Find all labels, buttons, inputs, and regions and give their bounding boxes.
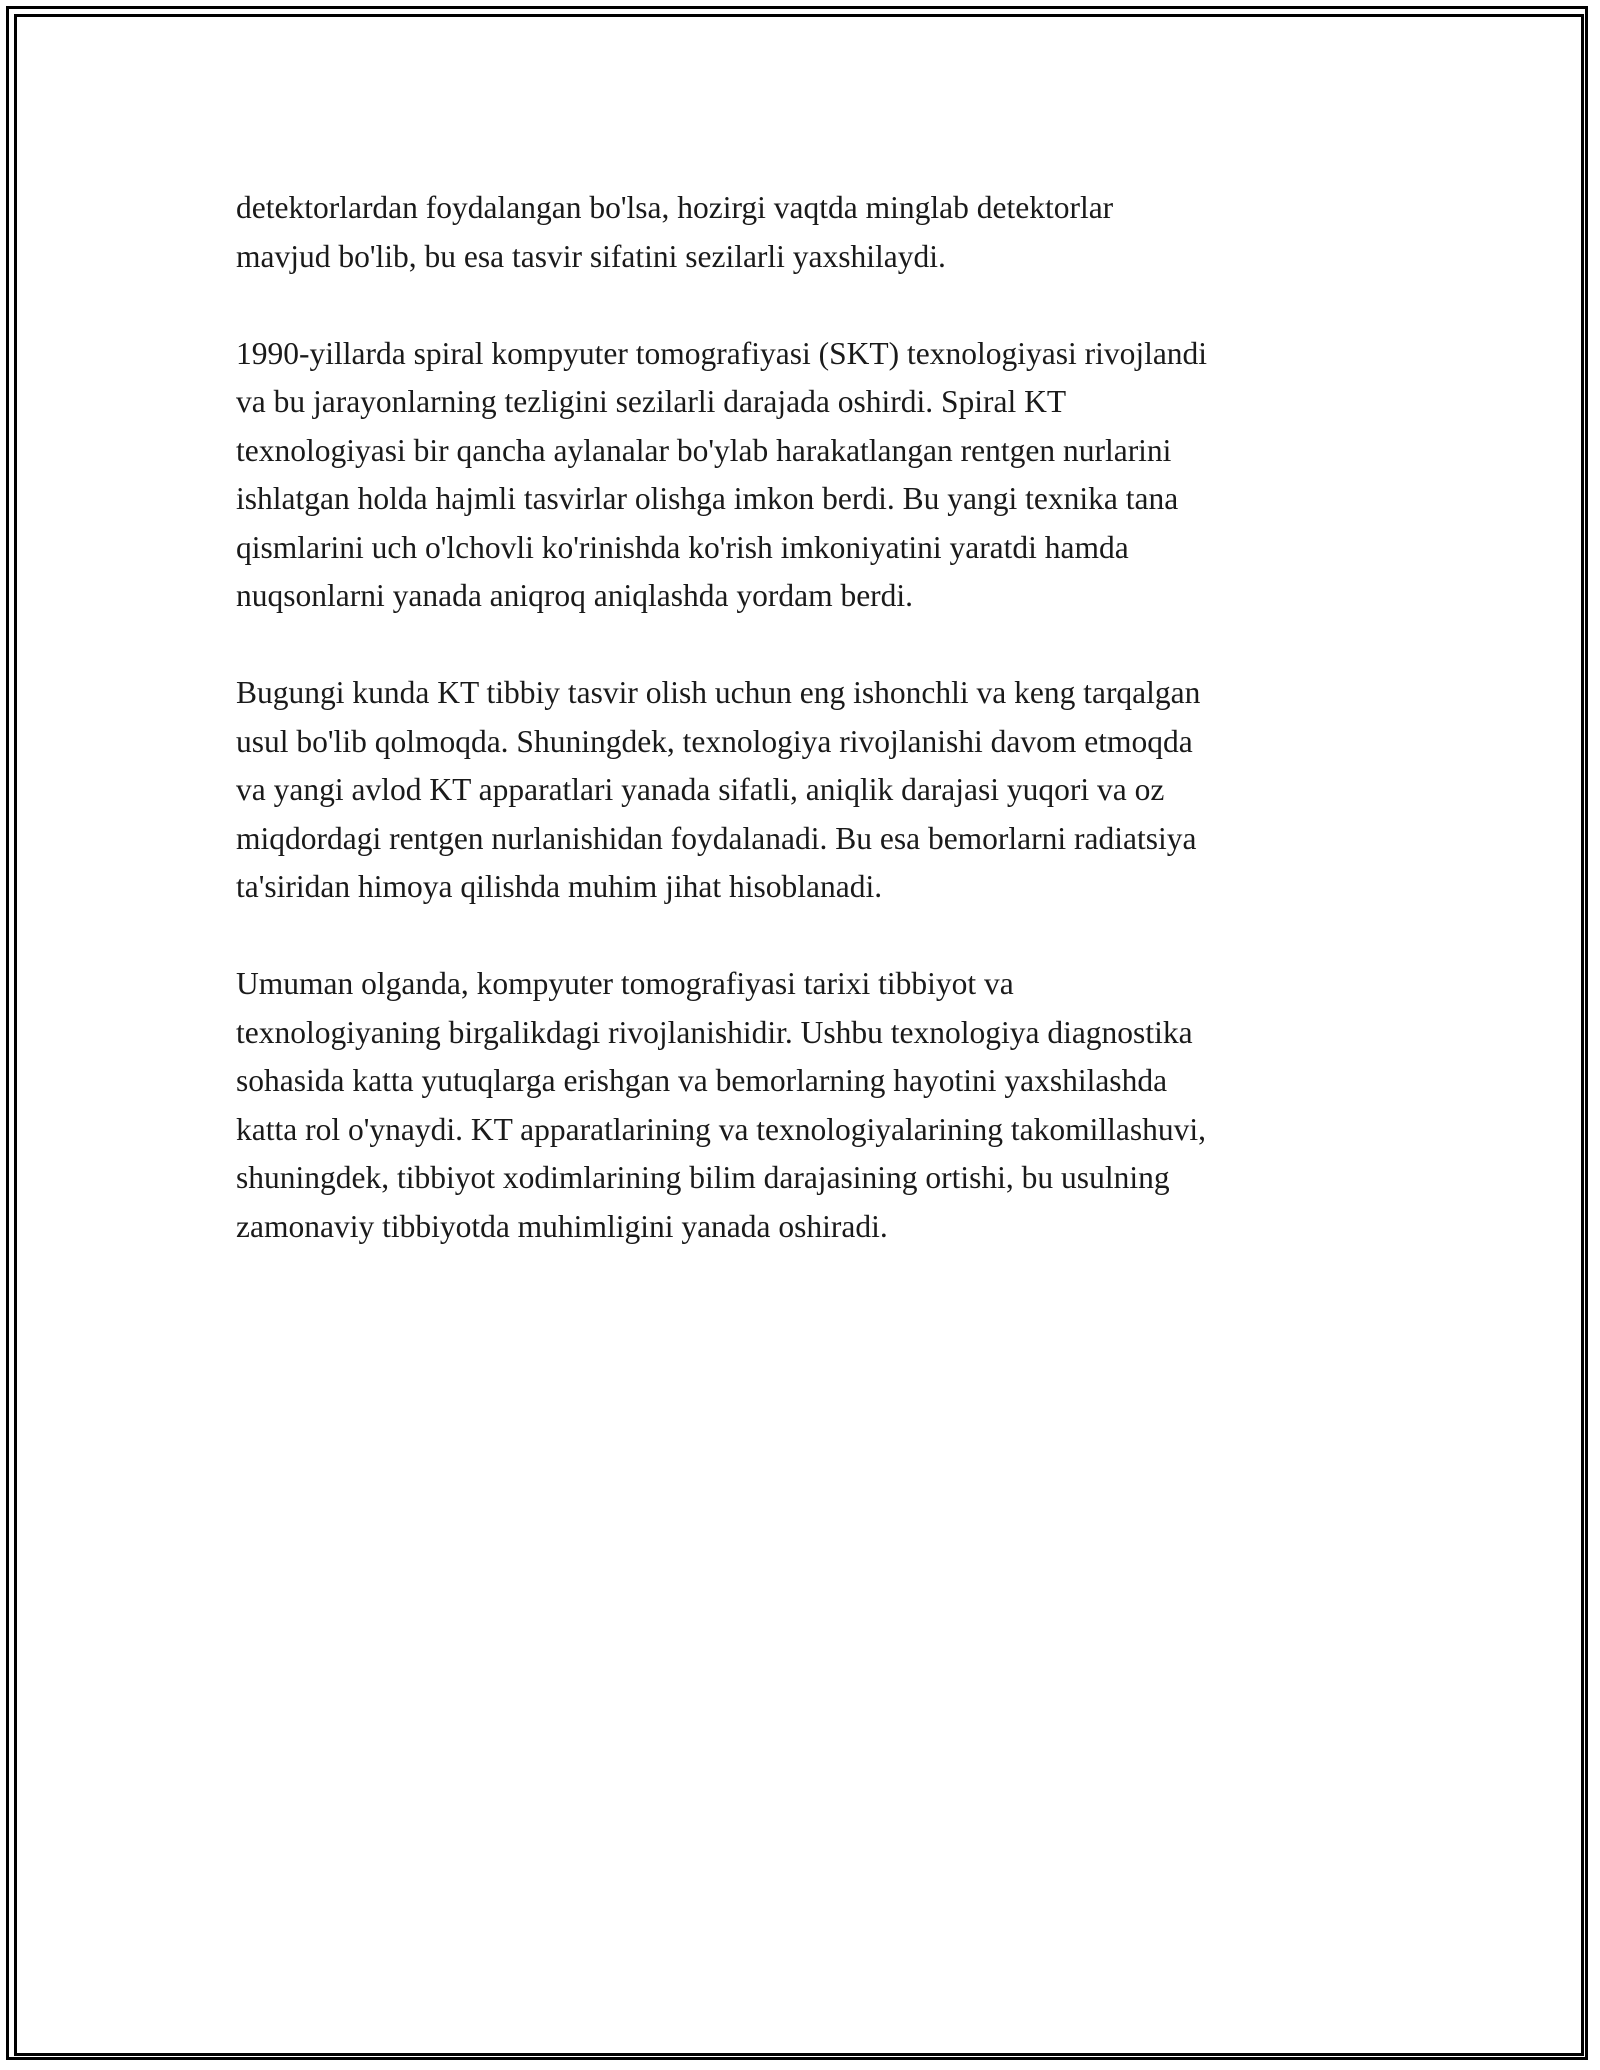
text-line: Bugungi kunda KT tibbiy tasvir olish uchun eng ishonchli va keng tarqalgan (236, 675, 1201, 710)
text-line: ta'siridan himoya qilishda muhim jihat hisoblanadi. (236, 869, 883, 904)
text-line: qismlarini uch o'lchovli ko'rinishda ko'rish imkoniyatini yaratdi hamda (236, 529, 1129, 565)
text-line: katta rol o'ynaydi. KT apparatlarining va texnologiyalarining takomillashuvi, (236, 1111, 1206, 1147)
text-line: va bu jarayonlarning tezligini sezilarli darajada oshirdi. Spiral KT (236, 384, 1067, 419)
text-line: texnologiyasi bir qancha aylanalar bo'ylab harakatlangan rentgen nurlarini (236, 432, 1172, 468)
text-line: usul bo'lib qolmoqda. Shuningdek, texnologiya rivojlanishi davom etmoqda (236, 723, 1193, 759)
paragraph-detectors (236, 184, 1376, 281)
text-line: texnologiyaning birgalikdagi rivojlanishidir. Ushbu texnologiya diagnostika (236, 1014, 1193, 1050)
paragraph-conclusion (236, 960, 1376, 1251)
text-line: detektorlardan foydalangan bo'lsa, hozirgi vaqtda minglab detektorlar (236, 190, 1114, 225)
text-line: va yangi avlod KT apparatlari yanada sifatli, aniqlik darajasi yuqori va oz (236, 772, 1165, 807)
text-line: ishlatgan holda hajmli tasvirlar olishga imkon berdi. Bu yangi texnika tana (236, 481, 1179, 516)
text-line: sohasida katta yutuqlarga erishgan va bemorlarning hayotini yaxshilashda (236, 1063, 1168, 1098)
paragraph-spiral-ct (236, 330, 1376, 621)
text-line: miqdordagi rentgen nurlanishidan foydalanadi. Bu esa bemorlarni radiatsiya (236, 820, 1197, 856)
paragraph-ct-today (236, 669, 1376, 912)
text-line: 1990-yillarda spiral kompyuter tomografiyasi (SKT) texnologiyasi rivojlandi (236, 335, 1208, 371)
document-body (236, 184, 1376, 1300)
text-line: mavjud bo'lib, bu esa tasvir sifatini sezilarli yaxshilaydi. (236, 238, 946, 274)
text-line: Umuman olganda, kompyuter tomografiyasi tarixi tibbiyot va (236, 966, 1014, 1001)
text-line: zamonaviy tibbiyotda muhimligini yanada oshiradi. (236, 1208, 888, 1244)
text-line: nuqsonlarni yanada aniqroq aniqlashda yordam berdi. (236, 578, 914, 613)
text-line: shuningdek, tibbiyot xodimlarining bilim darajasining ortishi, bu usulning (236, 1160, 1170, 1195)
